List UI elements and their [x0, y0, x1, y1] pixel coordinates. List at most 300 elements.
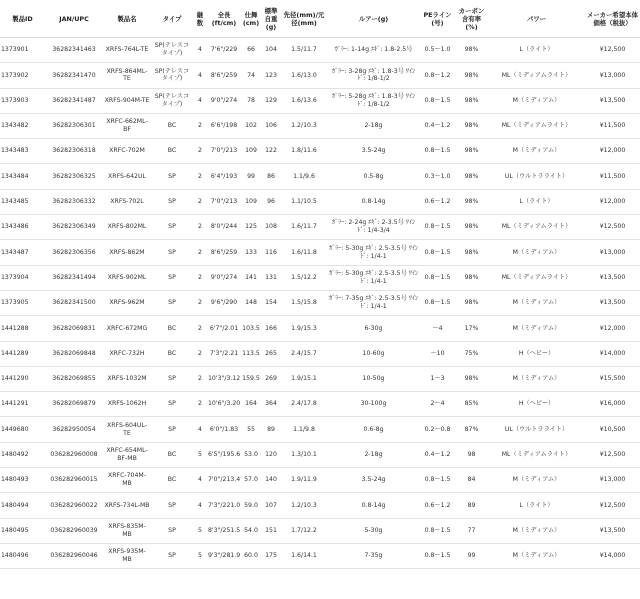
cell-tip-butt-diameter: 1.1/9.6: [281, 164, 327, 189]
cell-pe-line: 0.8〜1.5: [420, 468, 455, 493]
cell-price: ¥12,000: [585, 139, 640, 164]
cell-pe-line: 0.2〜0.8: [420, 417, 455, 442]
cell-type: BC: [151, 316, 193, 341]
cell-power: M（ミディアム）: [488, 468, 585, 493]
cell-power: M（ミディアム）: [488, 139, 585, 164]
cell-closed-length: 125: [241, 215, 261, 240]
column-header-lure-weight: ルアー(g): [327, 0, 420, 38]
cell-product-name: XRFS-1032M: [103, 366, 151, 391]
cell-power: M（ミディアム）: [488, 240, 585, 265]
cell-carbon-ratio: 89: [455, 493, 488, 518]
cell-price: ¥12,000: [585, 189, 640, 214]
cell-pe-line: 0.8〜1.5: [420, 139, 455, 164]
cell-price: ¥12,500: [585, 493, 640, 518]
cell-closed-length: 78: [241, 88, 261, 113]
cell-length: 9'3"/281.9: [207, 543, 241, 568]
cell-product-id: 1343483: [0, 139, 45, 164]
cell-weight: 151: [261, 518, 281, 543]
cell-product-name: XRFC-672MG: [103, 316, 151, 341]
table-row: [0, 417, 640, 442]
column-header-carbon-ratio: カーボン含有率(%): [455, 0, 488, 38]
cell-length: 9'6"/290: [207, 290, 241, 315]
cell-power: UL（ウルトラライト）: [488, 164, 585, 189]
cell-price: ¥14,000: [585, 341, 640, 366]
cell-closed-length: 74: [241, 63, 261, 88]
cell-power: H（ヘビー）: [488, 392, 585, 417]
cell-carbon-ratio: 98%: [455, 63, 488, 88]
cell-jan-upc: 36282069831: [45, 316, 103, 341]
cell-jan-upc: 36282306325: [45, 164, 103, 189]
cell-power: M（ミディアム）: [488, 290, 585, 315]
cell-weight: 104: [261, 38, 281, 63]
cell-product-id: 1373905: [0, 290, 45, 315]
header-row: [0, 0, 640, 38]
table-row: [0, 290, 640, 315]
cell-product-id: 1343485: [0, 189, 45, 214]
cell-pe-line: 〜4: [420, 316, 455, 341]
cell-power: M（ミディアム）: [488, 518, 585, 543]
cell-lure-weight: ｶﾞﾗｰ: 1-14g ｴｷﾞ: 1.8-2.5号: [327, 38, 420, 63]
column-header-jan-upc: JAN/UPC: [45, 0, 103, 38]
cell-product-name: XRFS-702L: [103, 189, 151, 214]
cell-price: ¥12,000: [585, 316, 640, 341]
cell-type: BC: [151, 113, 193, 138]
cell-power: ML（ミディアムライト）: [488, 63, 585, 88]
table-row: [0, 265, 640, 290]
cell-closed-length: 148: [241, 290, 261, 315]
cell-lure-weight: ｶﾞﾗｰ: 5-30g ｴｷﾞ: 2.5-3.5号 ﾜｲﾝﾄﾞ: 1/4-1: [327, 240, 420, 265]
cell-pe-line: 0.4〜1.2: [420, 442, 455, 467]
cell-pieces: 4: [193, 493, 207, 518]
cell-price: ¥16,000: [585, 392, 640, 417]
cell-length: 10'3"/3.12: [207, 366, 241, 391]
column-header-power: パワー: [488, 0, 585, 38]
cell-product-id: 1480492: [0, 442, 45, 467]
cell-tip-butt-diameter: 1.5/15.8: [281, 290, 327, 315]
cell-weight: 175: [261, 543, 281, 568]
cell-length: 6'7"/2.01: [207, 316, 241, 341]
cell-carbon-ratio: 98%: [455, 265, 488, 290]
cell-pe-line: 0.8〜1.5: [420, 215, 455, 240]
cell-lure-weight: 7-35g: [327, 543, 420, 568]
cell-pe-line: 2〜4: [420, 392, 455, 417]
table-row: [0, 164, 640, 189]
cell-length: 7'0"/213: [207, 139, 241, 164]
cell-weight: 129: [261, 88, 281, 113]
table-row: [0, 518, 640, 543]
cell-closed-length: 60.0: [241, 543, 261, 568]
cell-price: ¥13,500: [585, 88, 640, 113]
cell-type: SP: [151, 240, 193, 265]
cell-length: 9'0"/274: [207, 88, 241, 113]
cell-pieces: 4: [193, 468, 207, 493]
cell-pe-line: 0.8〜1.5: [420, 518, 455, 543]
cell-closed-length: 113.5: [241, 341, 261, 366]
cell-type: SP(テレスコタイプ): [151, 38, 193, 63]
cell-weight: 265: [261, 341, 281, 366]
cell-weight: 116: [261, 240, 281, 265]
cell-type: SP: [151, 493, 193, 518]
cell-carbon-ratio: 77: [455, 518, 488, 543]
cell-lure-weight: 10-50g: [327, 366, 420, 391]
cell-product-name: XRFS-642UL: [103, 164, 151, 189]
cell-carbon-ratio: 98: [455, 442, 488, 467]
cell-pieces: 4: [193, 38, 207, 63]
table-row: [0, 139, 640, 164]
cell-type: SP: [151, 366, 193, 391]
cell-power: H（ヘビー）: [488, 341, 585, 366]
cell-pieces: 2: [193, 189, 207, 214]
cell-product-id: 1441290: [0, 366, 45, 391]
cell-lure-weight: 2-18g: [327, 113, 420, 138]
cell-jan-upc: 36282069855: [45, 366, 103, 391]
cell-pe-line: 0.8〜1.5: [420, 543, 455, 568]
cell-type: BC: [151, 442, 193, 467]
cell-weight: 269: [261, 366, 281, 391]
cell-type: BC: [151, 341, 193, 366]
cell-tip-butt-diameter: 1.1/10.5: [281, 189, 327, 214]
cell-product-name: XRFC-654ML-BF-MB: [103, 442, 151, 467]
cell-length: 10'6"/3.20: [207, 392, 241, 417]
cell-pieces: 2: [193, 139, 207, 164]
cell-length: 7'6"/229: [207, 38, 241, 63]
cell-closed-length: 99: [241, 164, 261, 189]
cell-pieces: 4: [193, 63, 207, 88]
table-row: [0, 468, 640, 493]
cell-carbon-ratio: 98%: [455, 88, 488, 113]
cell-power: ML（ミディアムライト）: [488, 442, 585, 467]
cell-closed-length: 109: [241, 189, 261, 214]
cell-carbon-ratio: 75%: [455, 341, 488, 366]
cell-price: ¥13,000: [585, 240, 640, 265]
cell-power: ML（ミディアムライト）: [488, 215, 585, 240]
cell-carbon-ratio: 98%: [455, 113, 488, 138]
cell-carbon-ratio: 17%: [455, 316, 488, 341]
cell-carbon-ratio: 98%: [455, 139, 488, 164]
cell-length: 7'0"/213.4: [207, 468, 241, 493]
cell-pe-line: 0.8〜1.5: [420, 88, 455, 113]
cell-power: L（ライト）: [488, 189, 585, 214]
cell-pe-line: 0.4〜1.2: [420, 113, 455, 138]
cell-closed-length: 59.0: [241, 493, 261, 518]
cell-product-name: XRFC-662ML-BF: [103, 113, 151, 138]
cell-jan-upc: 36282306349: [45, 215, 103, 240]
table-body: [0, 38, 640, 569]
cell-power: ML（ミディアムライト）: [488, 113, 585, 138]
column-header-tip-butt-diameter: 先径(mm)/元径(mm): [281, 0, 327, 38]
cell-lure-weight: 0.8-14g: [327, 189, 420, 214]
cell-type: SP(テレスコタイプ): [151, 63, 193, 88]
cell-closed-length: 164: [241, 392, 261, 417]
cell-type: SP: [151, 290, 193, 315]
cell-pieces: 2: [193, 316, 207, 341]
column-header-closed-length: 仕舞 (cm): [241, 0, 261, 38]
cell-price: ¥13,000: [585, 63, 640, 88]
cell-length: 6'4"/193: [207, 164, 241, 189]
cell-weight: 107: [261, 493, 281, 518]
table-row: [0, 392, 640, 417]
cell-product-name: XRFC-732H: [103, 341, 151, 366]
cell-tip-butt-diameter: 1.6/11.8: [281, 240, 327, 265]
cell-pe-line: 0.8〜1.2: [420, 63, 455, 88]
cell-product-name: XRFS-962M: [103, 290, 151, 315]
cell-closed-length: 109: [241, 139, 261, 164]
cell-tip-butt-diameter: 2.4/17.8: [281, 392, 327, 417]
cell-lure-weight: ｶﾞﾗｰ: 2-24g ｴｷﾞ: 2-3.5号 ﾜｲﾝﾄﾞ: 1/4-3/4: [327, 215, 420, 240]
cell-pieces: 2: [193, 366, 207, 391]
cell-price: ¥12,500: [585, 38, 640, 63]
cell-product-name: XRFC-702M: [103, 139, 151, 164]
cell-length: 7'3"/2.21: [207, 341, 241, 366]
cell-lure-weight: 10-60g: [327, 341, 420, 366]
cell-lure-weight: 5-30g: [327, 518, 420, 543]
column-header-product-name: 製品名: [103, 0, 151, 38]
table-row: [0, 215, 640, 240]
table-row: [0, 341, 640, 366]
cell-price: ¥11,500: [585, 164, 640, 189]
cell-price: ¥13,500: [585, 265, 640, 290]
cell-price: ¥13,000: [585, 468, 640, 493]
cell-length: 9'0"/274: [207, 265, 241, 290]
table-row: [0, 63, 640, 88]
cell-weight: 122: [261, 139, 281, 164]
cell-tip-butt-diameter: 1.6/11.7: [281, 215, 327, 240]
cell-length: 6'0"/1.83: [207, 417, 241, 442]
cell-price: ¥13,500: [585, 290, 640, 315]
column-header-weight: 標準自重 (g): [261, 0, 281, 38]
cell-lure-weight: ｶﾞﾗｰ: 5-28g ｴｷﾞ: 1.8-3号 ﾜｲﾝﾄﾞ: 1/8-1/2: [327, 88, 420, 113]
cell-carbon-ratio: 98%: [455, 240, 488, 265]
cell-weight: 89: [261, 417, 281, 442]
cell-closed-length: 57.0: [241, 468, 261, 493]
cell-pe-line: 0.8〜1.5: [420, 240, 455, 265]
cell-length: 7'3"/221.0: [207, 493, 241, 518]
cell-carbon-ratio: 84: [455, 468, 488, 493]
column-header-price: メーカー希望本体価格（税抜）: [585, 0, 640, 38]
cell-product-name: XRFS-604UL-TE: [103, 417, 151, 442]
cell-closed-length: 103.5: [241, 316, 261, 341]
cell-product-name: XRFC-704M-MB: [103, 468, 151, 493]
cell-length: 6'5"/195.6: [207, 442, 241, 467]
cell-pieces: 2: [193, 265, 207, 290]
table-row: [0, 38, 640, 63]
cell-product-id: 1449680: [0, 417, 45, 442]
cell-lure-weight: ｶﾞﾗｰ: 3-28g ｴｷﾞ: 1.8-3号 ﾜｲﾝﾄﾞ: 1/8-1/2: [327, 63, 420, 88]
cell-type: BC: [151, 468, 193, 493]
cell-lure-weight: 6-30g: [327, 316, 420, 341]
cell-product-id: 1480495: [0, 518, 45, 543]
cell-product-name: XRFS-902ML: [103, 265, 151, 290]
cell-jan-upc: 036282960015: [45, 468, 103, 493]
cell-jan-upc: 36282069848: [45, 341, 103, 366]
cell-tip-butt-diameter: 1.2/10.3: [281, 493, 327, 518]
cell-tip-butt-diameter: 1.6/13.0: [281, 63, 327, 88]
cell-closed-length: 53.0: [241, 442, 261, 467]
cell-closed-length: 159.5: [241, 366, 261, 391]
cell-type: SP: [151, 164, 193, 189]
table-row: [0, 240, 640, 265]
cell-jan-upc: 36282950054: [45, 417, 103, 442]
cell-pieces: 2: [193, 164, 207, 189]
cell-product-id: 1441288: [0, 316, 45, 341]
column-header-length: 全長 (ft/cm): [207, 0, 241, 38]
cell-carbon-ratio: 98%: [455, 366, 488, 391]
cell-pe-line: 0.8〜1.5: [420, 265, 455, 290]
cell-price: ¥15,500: [585, 366, 640, 391]
column-header-pieces: 継数: [193, 0, 207, 38]
cell-type: SP: [151, 518, 193, 543]
cell-product-name: XRFS-802ML: [103, 215, 151, 240]
cell-closed-length: 54.0: [241, 518, 261, 543]
cell-pieces: 5: [193, 442, 207, 467]
cell-jan-upc: 036282960039: [45, 518, 103, 543]
cell-jan-upc: 36282306318: [45, 139, 103, 164]
cell-lure-weight: 0.6-8g: [327, 417, 420, 442]
cell-power: L（ライト）: [488, 38, 585, 63]
cell-power: M（ミディアム）: [488, 366, 585, 391]
table-row: [0, 316, 640, 341]
cell-tip-butt-diameter: 2.4/15.7: [281, 341, 327, 366]
cell-weight: 123: [261, 63, 281, 88]
cell-price: ¥12,500: [585, 442, 640, 467]
cell-product-id: 1441291: [0, 392, 45, 417]
cell-product-id: 1343486: [0, 215, 45, 240]
cell-pieces: 2: [193, 215, 207, 240]
cell-closed-length: 102: [241, 113, 261, 138]
cell-product-name: XRFS-864ML-TE: [103, 63, 151, 88]
cell-jan-upc: 036282960046: [45, 543, 103, 568]
cell-type: SP: [151, 543, 193, 568]
cell-jan-upc: 36282341470: [45, 63, 103, 88]
cell-pieces: 2: [193, 341, 207, 366]
cell-power: M（ミディアム）: [488, 316, 585, 341]
cell-power: L（ライト）: [488, 493, 585, 518]
cell-price: ¥11,500: [585, 113, 640, 138]
cell-jan-upc: 36282341487: [45, 88, 103, 113]
cell-product-id: 1480496: [0, 543, 45, 568]
cell-type: SP: [151, 189, 193, 214]
cell-tip-butt-diameter: 1.3/10.1: [281, 442, 327, 467]
cell-carbon-ratio: 98%: [455, 38, 488, 63]
cell-jan-upc: 36282069879: [45, 392, 103, 417]
cell-type: SP: [151, 265, 193, 290]
cell-product-name: XRFS-904M-TE: [103, 88, 151, 113]
cell-price: ¥13,500: [585, 518, 640, 543]
cell-closed-length: 133: [241, 240, 261, 265]
cell-type: SP: [151, 417, 193, 442]
cell-length: 8'6"/259: [207, 63, 241, 88]
cell-weight: 140: [261, 468, 281, 493]
cell-pe-line: 〜10: [420, 341, 455, 366]
cell-jan-upc: 36282341463: [45, 38, 103, 63]
table-row: [0, 543, 640, 568]
cell-weight: 108: [261, 215, 281, 240]
table-row: [0, 366, 640, 391]
cell-jan-upc: 36282306356: [45, 240, 103, 265]
cell-length: 8'3"/251.5: [207, 518, 241, 543]
cell-jan-upc: 36282341500: [45, 290, 103, 315]
cell-lure-weight: 3.5-24g: [327, 139, 420, 164]
cell-tip-butt-diameter: 1.1/9.8: [281, 417, 327, 442]
cell-tip-butt-diameter: 1.5/12.2: [281, 265, 327, 290]
cell-price: ¥12,500: [585, 215, 640, 240]
cell-tip-butt-diameter: 1.9/15.1: [281, 366, 327, 391]
cell-product-name: XRFS-862M: [103, 240, 151, 265]
cell-lure-weight: 0.8-14g: [327, 493, 420, 518]
cell-tip-butt-diameter: 1.6/14.1: [281, 543, 327, 568]
cell-jan-upc: 036282960008: [45, 442, 103, 467]
cell-product-id: 1373902: [0, 63, 45, 88]
cell-carbon-ratio: 98%: [455, 164, 488, 189]
cell-closed-length: 55: [241, 417, 261, 442]
cell-carbon-ratio: 87%: [455, 417, 488, 442]
cell-pe-line: 0.6〜1.2: [420, 493, 455, 518]
cell-tip-butt-diameter: 1.6/13.6: [281, 88, 327, 113]
cell-product-name: XRFS-734L-MB: [103, 493, 151, 518]
cell-product-name: XRFS-1062H: [103, 392, 151, 417]
cell-product-name: XRFS-835M-MB: [103, 518, 151, 543]
cell-lure-weight: 0.5-8g: [327, 164, 420, 189]
cell-weight: 364: [261, 392, 281, 417]
cell-product-id: 1373903: [0, 88, 45, 113]
cell-pe-line: 0.3〜1.0: [420, 164, 455, 189]
cell-pieces: 4: [193, 88, 207, 113]
cell-carbon-ratio: 98%: [455, 215, 488, 240]
cell-pe-line: 0.6〜1.2: [420, 189, 455, 214]
cell-product-id: 1480494: [0, 493, 45, 518]
cell-weight: 106: [261, 113, 281, 138]
cell-pieces: 2: [193, 392, 207, 417]
cell-carbon-ratio: 85%: [455, 392, 488, 417]
cell-jan-upc: 36282306332: [45, 189, 103, 214]
cell-price: ¥10,500: [585, 417, 640, 442]
cell-weight: 86: [261, 164, 281, 189]
cell-length: 8'0"/244: [207, 215, 241, 240]
table-row: [0, 493, 640, 518]
cell-pe-line: 1〜3: [420, 366, 455, 391]
cell-lure-weight: 30-100g: [327, 392, 420, 417]
cell-tip-butt-diameter: 1.9/11.9: [281, 468, 327, 493]
column-header-pe-line: PEライン(号): [420, 0, 455, 38]
cell-lure-weight: 2-18g: [327, 442, 420, 467]
cell-pieces: 5: [193, 518, 207, 543]
cell-pieces: 2: [193, 113, 207, 138]
cell-pieces: 2: [193, 240, 207, 265]
cell-weight: 120: [261, 442, 281, 467]
table-row: [0, 113, 640, 138]
table-row: [0, 88, 640, 113]
cell-product-id: 1343487: [0, 240, 45, 265]
cell-jan-upc: 36282341494: [45, 265, 103, 290]
cell-carbon-ratio: 99: [455, 543, 488, 568]
cell-weight: 166: [261, 316, 281, 341]
cell-type: SP: [151, 392, 193, 417]
cell-jan-upc: 036282960022: [45, 493, 103, 518]
cell-tip-butt-diameter: 1.7/12.2: [281, 518, 327, 543]
cell-product-id: 1373904: [0, 265, 45, 290]
cell-tip-butt-diameter: 1.9/15.3: [281, 316, 327, 341]
cell-closed-length: 141: [241, 265, 261, 290]
cell-product-id: 1373901: [0, 38, 45, 63]
cell-weight: 154: [261, 290, 281, 315]
cell-pieces: 4: [193, 417, 207, 442]
cell-closed-length: 66: [241, 38, 261, 63]
cell-length: 7'0"/213: [207, 189, 241, 214]
table-row: [0, 442, 640, 467]
cell-lure-weight: ｶﾞﾗｰ: 7-35g ｴｷﾞ: 2.5-3.5号 ﾜｲﾝﾄﾞ: 1/4-1: [327, 290, 420, 315]
cell-product-name: XRFS-764L-TE: [103, 38, 151, 63]
cell-power: M（ミディアム）: [488, 88, 585, 113]
